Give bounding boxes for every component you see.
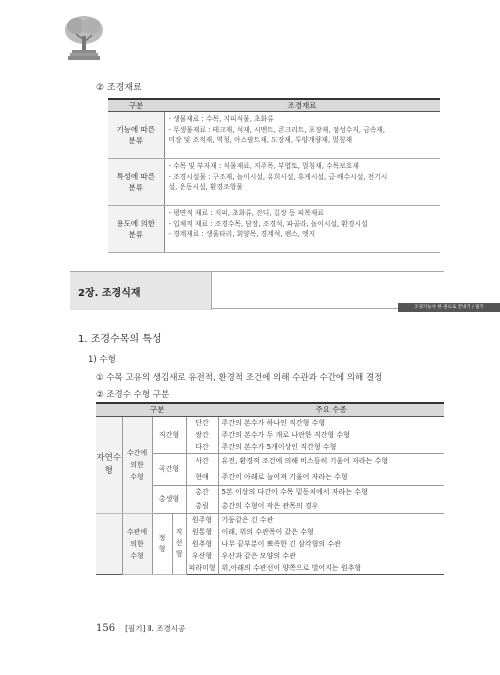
hyeon-desc: 주간이 아래로 늘어져 기울어 자라는 수형: [218, 469, 444, 485]
heading-subsection: 1) 수형: [88, 355, 116, 365]
sagan-label: 사간: [186, 453, 218, 469]
chongrim-label: 총림: [186, 499, 218, 513]
table-header: 조경재료: [164, 99, 440, 112]
row-content: - 생물재료 : 수목, 지피식물, 초화류 - 무생물재료 : 테크재, 석재, 시멘트, 콘크리트, 포장재, 점성수지, 금속재, 미장 및 조적재, 역청, 아스팔트재, 도장재, 투양개량재, 멀칭재: [164, 112, 440, 159]
dagan-desc: 주간의 본수가 5개이상인 직간형 수형: [218, 441, 444, 454]
pirami-label: 피라미형: [186, 562, 218, 575]
crown-label: 수관에 의한 수형: [122, 513, 152, 574]
section-label: ② 조경재료: [96, 83, 142, 93]
wontong-label: 원통형: [186, 526, 218, 538]
chapter-band: [70, 271, 444, 309]
list-item: ② 조경수 수형 구분: [96, 390, 170, 400]
row-content: - 수목 및 부자재 : 식물재료, 지주목, 부엽토, 멀칭재, 수목보호재 - 조경시설물 : 구조재, 놀이시설, 유희시설, 휴게시설, 급·배수시설, 전기시 설, 운동시설, 환경조형물: [164, 159, 440, 206]
jeonghyeong-label: 정 형: [152, 513, 172, 574]
jikgan-label: 직간형: [152, 416, 186, 453]
sagan-desc: 유전, 환경적 조건에 의해 비스듬히 기울어 자라는 수형: [221, 457, 389, 466]
usan-desc: 우산과 같은 모양의 수관: [221, 551, 296, 560]
row-content: - 평면적 재료 : 지피, 초화류, 잔디, 길장 등 피복재료 - 입체적 재료 : 조경수목, 담장, 조경석, 파골라, 놀이시설, 환경시설 - 경계재료 : 생울타리, 회양목, 경계석, 펜스, 엣지: [164, 206, 440, 253]
ssanggan-desc: 주간의 본수가 두 개로 나란한 직간형 수형: [221, 430, 350, 439]
ssanggan-label: 쌍간: [186, 429, 218, 441]
pirami-desc: 위,아래의 수관선이 양쪽으로 벌어지는 원추형: [221, 563, 362, 572]
hyeon-label: 현애: [186, 469, 218, 485]
chongsaeng-label: 총생형: [152, 485, 186, 513]
chongan-label: 총간: [186, 485, 218, 499]
row-label: 용도에 의한 분류: [108, 206, 164, 253]
chapter-box: [70, 272, 212, 310]
footer-text: [필기] Ⅱ. 조경시공: [125, 623, 186, 633]
wontong-desc: 이래, 위의 수관폭이 같은 수형: [221, 527, 314, 536]
materials-table: [108, 98, 440, 253]
chongan-desc: 5본 이상의 다간이 수목 밑동치에서 자라는 수형: [221, 488, 368, 497]
wonchu-label: 원추형: [186, 538, 218, 550]
table-header: 주요 수종: [218, 403, 444, 416]
tree-logo-icon: [62, 14, 106, 62]
usan-label: 우산형: [186, 550, 218, 562]
list-item: ① 수목 고유의 생김새로 유전적, 환경적 조건에 의해 수관과 수간에 의해 결정: [96, 373, 383, 383]
group-blank: [96, 513, 122, 574]
table-header: 구분: [108, 99, 164, 112]
heading-section: 1. 조경수목의 특성: [78, 334, 162, 345]
dangan-label: 단간: [186, 416, 218, 429]
row-label: 기능에 따른 분류: [108, 112, 164, 159]
chongrim-desc: 총간의 수형이 작은 관목의 경우: [218, 499, 444, 513]
page-footer: [96, 621, 185, 635]
dangan-desc: 주간의 본수가 하나인 직간형 수형: [221, 418, 326, 427]
stem-label: 수간에 의한 수형: [122, 416, 152, 513]
wonju-label: 원주형: [186, 513, 218, 526]
gokgan-label: 곡간형: [152, 453, 186, 485]
tree-form-table: [96, 402, 444, 575]
wonchu-desc: 나무 끝부분이 뾰족한 긴 삼각형의 수관: [221, 539, 341, 548]
group-natural: 자연수형: [96, 416, 122, 513]
row-label: 특성에 따른 분류: [108, 159, 164, 206]
page-number: 156: [96, 622, 116, 634]
table-header: 구분: [96, 403, 218, 416]
chapter-title: 2장. 조경식재: [78, 288, 141, 299]
jikseon-label: 직 선 형: [172, 513, 186, 574]
dagan-label: 다간: [186, 441, 218, 454]
chapter-tag: 조경기능사 한 권으로 끝내기 / 필기: [398, 303, 500, 312]
wonju-desc: 기둥같은 긴 수관: [221, 515, 274, 524]
